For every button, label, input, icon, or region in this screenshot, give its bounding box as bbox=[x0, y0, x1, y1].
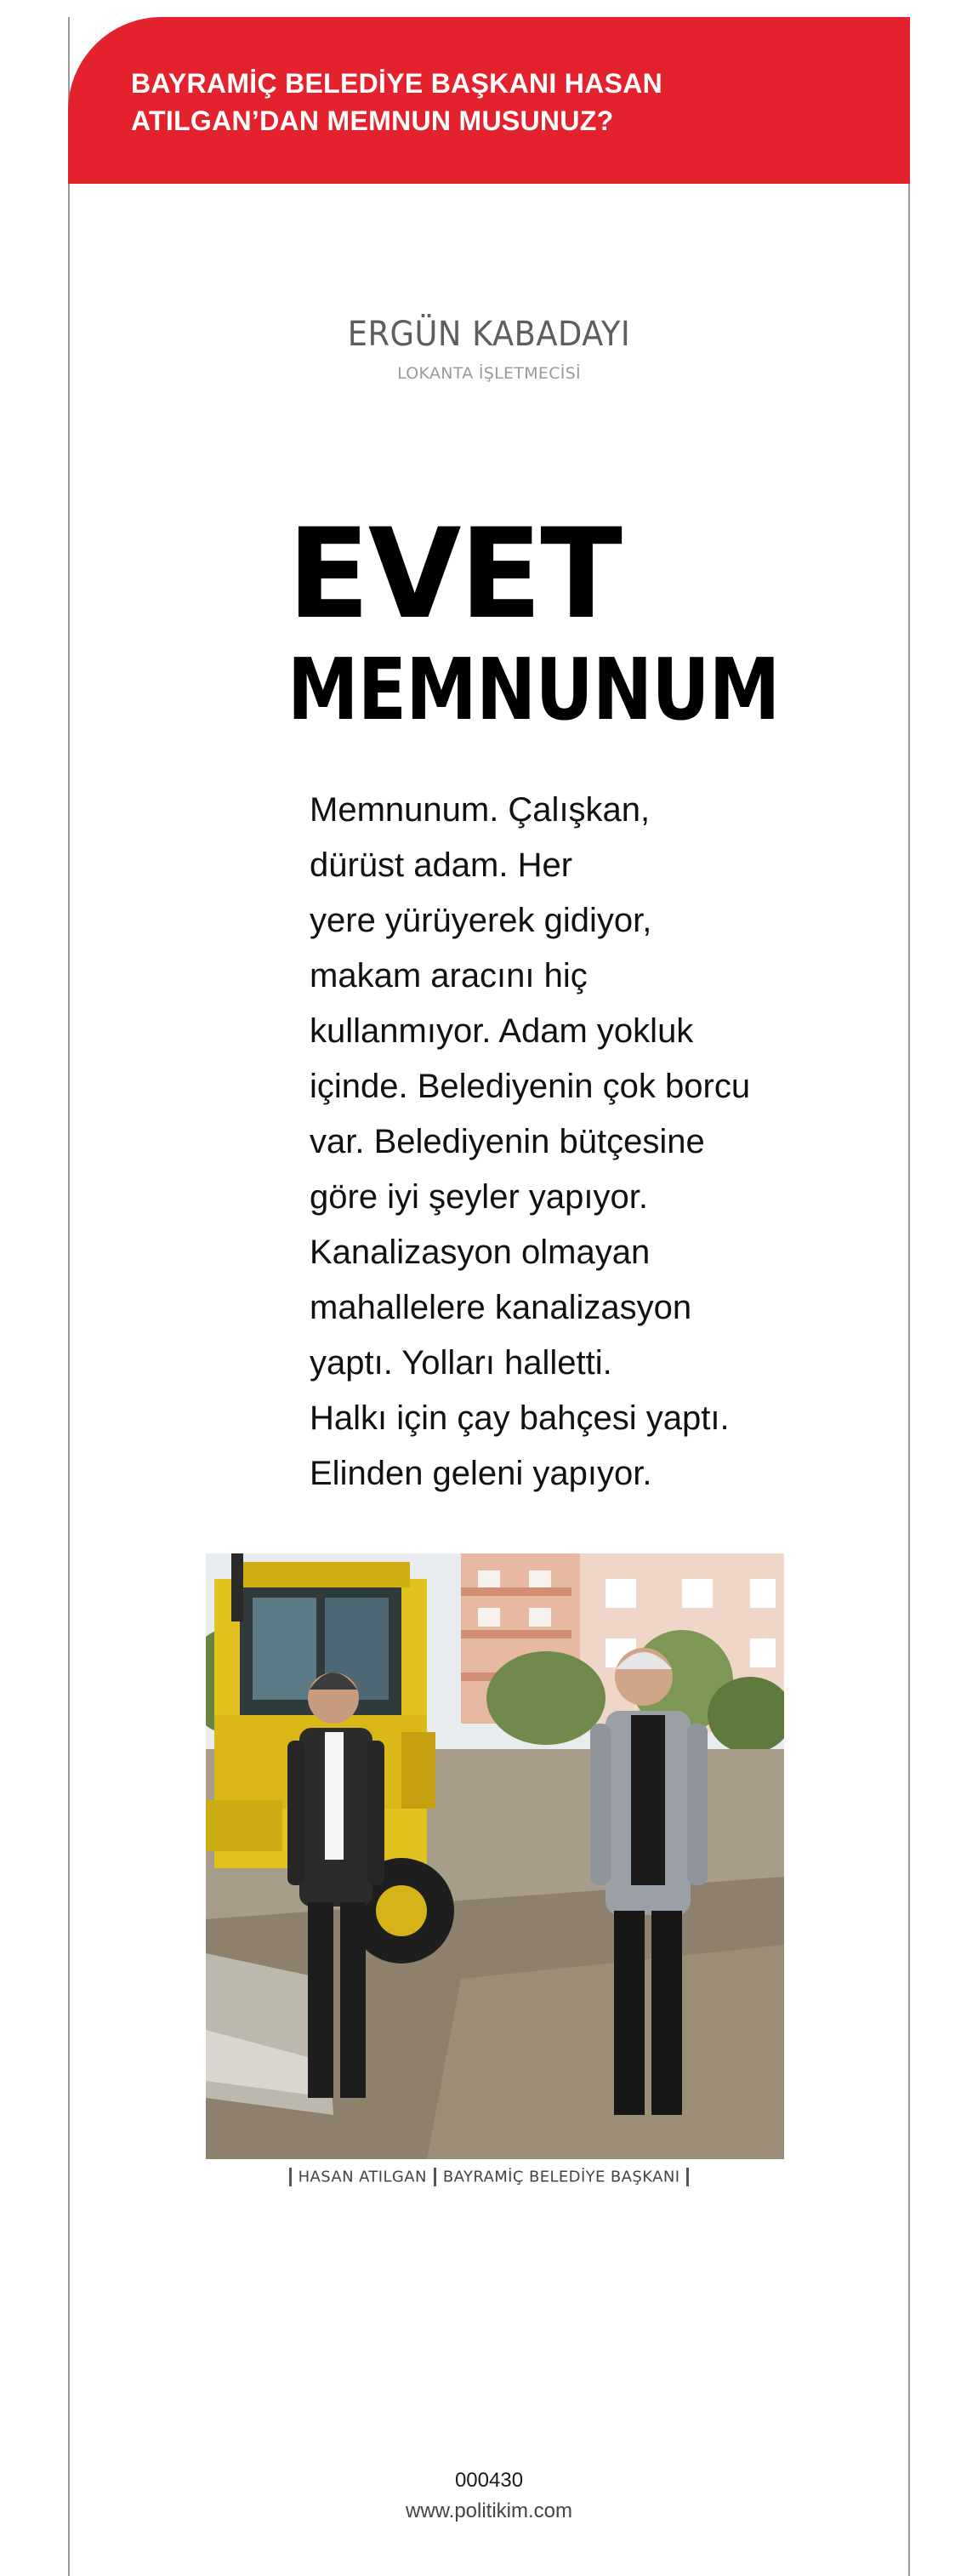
photo-illustration bbox=[206, 1553, 784, 2159]
answer-body bbox=[310, 783, 786, 1502]
caption-divider bbox=[686, 2168, 689, 2186]
question-title: BAYRAMİÇ BELEDİYE BAŞKANI HASAN ATILGAN’DAN MEMNUN MUSUNUZ? bbox=[131, 68, 663, 136]
respondent-role: LOKANTA İŞLETMECİSİ bbox=[397, 364, 581, 383]
photo-caption bbox=[0, 2168, 978, 2186]
header-banner bbox=[68, 17, 910, 184]
answer-body-line: Memnunum. Çalışkan, bbox=[310, 791, 651, 829]
answer-headline-satisfied: MEMNUNUM bbox=[287, 640, 780, 739]
answer-body-line: var. Belediyenin bütçesine bbox=[310, 1123, 705, 1160]
answer-body-line: dürüst adam. Her bbox=[310, 846, 573, 884]
respondent-name: ERGÜN KABADAYI bbox=[347, 315, 631, 354]
answer-body-line: yere yürüyerek gidiyor, bbox=[310, 902, 652, 939]
answer-body-line: yaptı. Yolları halletti. bbox=[310, 1344, 612, 1382]
answer-body-line: makam aracını hiç bbox=[310, 957, 588, 994]
footer-code: 000430 bbox=[454, 2469, 524, 2492]
answer-body-line: Halkı için çay bahçesi yaptı. bbox=[310, 1399, 730, 1437]
caption-title: BAYRAMİÇ BELEDİYE BAŞKANI bbox=[442, 2168, 680, 2186]
caption-name: HASAN ATILGAN bbox=[298, 2168, 427, 2186]
answer-body-line: mahallelere kanalizasyon bbox=[310, 1289, 692, 1326]
answer-body-line: Kanalizasyon olmayan bbox=[310, 1234, 651, 1271]
answer-body-line: Elinden geleni yapıyor. bbox=[310, 1455, 652, 1492]
answer-body-line: göre iyi şeyler yapıyor. bbox=[310, 1178, 648, 1216]
footer-url: www.politikim.com bbox=[405, 2499, 573, 2522]
caption-divider bbox=[289, 2168, 292, 2186]
photo-mayor-at-construction-site bbox=[206, 1553, 784, 2159]
answer-body-line: kullanmıyor. Adam yokluk bbox=[310, 1012, 694, 1050]
caption-divider bbox=[434, 2168, 436, 2186]
answer-body-line: içinde. Belediyenin çok borcu bbox=[310, 1068, 751, 1105]
answer-headline-yes: EVET bbox=[287, 502, 621, 647]
